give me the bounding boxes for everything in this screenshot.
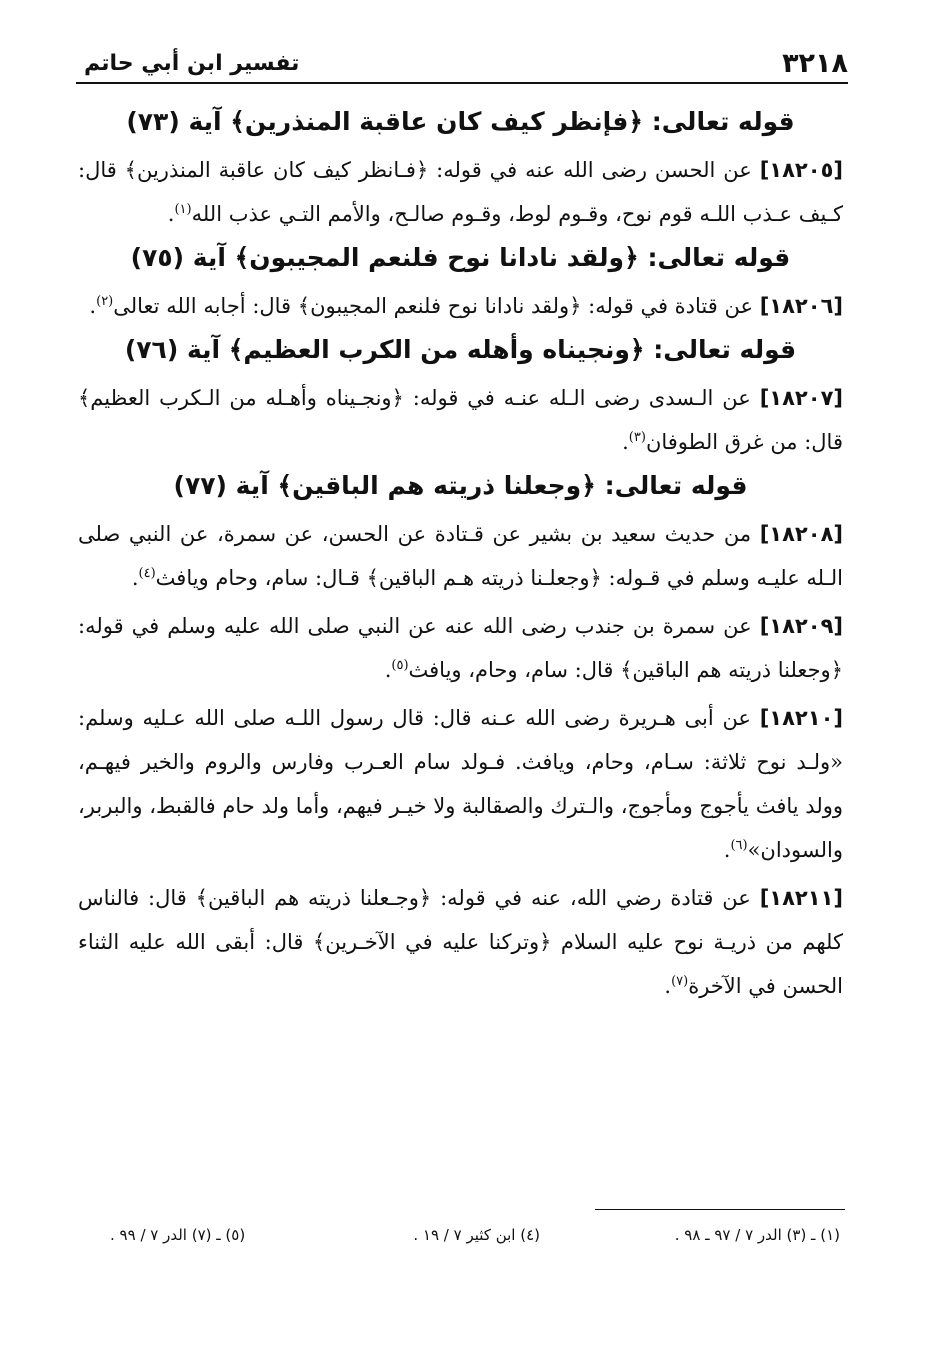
section bbox=[78, 332, 843, 464]
footnote-item: (٤) ابن كثير ٧ / ١٩ . bbox=[413, 1226, 540, 1244]
hadith-tail: . bbox=[384, 658, 392, 682]
page-header bbox=[76, 46, 848, 84]
footnote-ref: (٥) bbox=[391, 658, 409, 673]
section-heading: قوله تعالى: ﴿وجعلنا ذريته هم الباقين﴾ آية (٧٧) bbox=[173, 471, 748, 500]
footnote-ref: (٤) bbox=[138, 566, 156, 581]
footnote-ref: (٧) bbox=[671, 974, 689, 989]
footnote-item: (١) ـ (٣) الدر ٧ / ٩٧ ـ ٩٨ . bbox=[674, 1226, 840, 1244]
hadith-number: [١٨٢٠٨] bbox=[759, 522, 843, 546]
section-heading: قوله تعالى: ﴿ولقد نادانا نوح فلنعم المجيبون﴾ آية (٧٥) bbox=[130, 243, 791, 272]
footnote-item: (٥) ـ (٧) الدر ٧ / ٩٩ . bbox=[110, 1226, 246, 1244]
hadith-paragraph bbox=[78, 148, 843, 236]
hadith-text: من حديث سعيد بن بشير عن قـتادة عن الحسن، عن سمرة، عن النبي صلى الـله عليـه وسلم في قـوله: ﴿وجعلـنا ذريته هـم الباقين﴾ قـال: سام، وحام ويافث bbox=[78, 522, 843, 590]
footnote-ref: (٦) bbox=[730, 838, 748, 853]
hadith-tail: . bbox=[167, 202, 175, 226]
section-heading: قوله تعالى: ﴿ونجيناه وأهله من الكرب العظيم﴾ آية (٧٦) bbox=[124, 335, 797, 364]
hadith-tail: . bbox=[622, 430, 629, 454]
section bbox=[78, 104, 843, 236]
hadith-paragraph bbox=[78, 284, 843, 328]
hadith-paragraph bbox=[78, 604, 843, 692]
hadith-paragraph bbox=[78, 696, 843, 872]
hadith-text: عن الحسن رضى الله عنه في قوله: ﴿فـانظر كيف كان عاقبة المنذرين﴾ قال: كـيف عـذب اللـه قوم نوح، وقـوم لوط، وقـوم صالـح، والأمم التـي عذب الله bbox=[78, 158, 843, 226]
hadith-text: عن قتادة في قوله: ﴿ولقد نادانا نوح فلنعم المجيبون﴾ قال: أجابه الله تعالى bbox=[113, 294, 753, 318]
hadith-tail: . bbox=[131, 566, 139, 590]
footnote-ref: (٢) bbox=[96, 294, 114, 309]
page-number: ٣٢١٨ bbox=[782, 48, 848, 79]
running-title: تفسير ابن أبي حاتم bbox=[84, 51, 300, 76]
section-heading: قوله تعالى: ﴿فإنظر كيف كان عاقبة المنذرين﴾ آية (٧٣) bbox=[126, 107, 795, 136]
hadith-number: [١٨٢١٠] bbox=[759, 706, 843, 730]
hadith-text: عن الـسدى رضى الـله عنـه في قوله: ﴿ونجـيناه وأهـله من الـكرب العظيم﴾ قال: من غرق الطوفان bbox=[78, 386, 843, 454]
hadith-paragraph bbox=[78, 512, 843, 600]
hadith-tail: . bbox=[664, 974, 672, 998]
hadith-paragraph bbox=[78, 876, 843, 1008]
hadith-number: [١٨٢٠٧] bbox=[759, 386, 843, 410]
hadith-text: عن أبى هـريرة رضى الله عـنه قال: قال رسول اللـه صلى الله عـليه وسلم: «ولـد نوح ثلاثة: سـام، وحام، ويافث. فـولد سام العـرب وفارس والروم والخير فيهـم، وولد يافث يأجوج ومأجوج، والـترك والصقالبة ولا خيـر فيهم، وأما ولد حام فالقبط، والبربر، والسودان» bbox=[78, 706, 843, 862]
hadith-number: [١٨٢٠٦] bbox=[759, 294, 843, 318]
footnote-ref: (١) bbox=[174, 202, 192, 217]
footnote-ref: (٣) bbox=[628, 430, 646, 445]
page-body bbox=[78, 104, 843, 1012]
section bbox=[78, 468, 843, 1008]
hadith-number: [١٨٢٠٥] bbox=[759, 158, 843, 182]
hadith-tail: . bbox=[723, 838, 731, 862]
hadith-tail: . bbox=[89, 294, 97, 318]
footnotes bbox=[110, 1226, 840, 1256]
hadith-text: عن قتادة رضي الله، عنه في قوله: ﴿وجـعلنا ذريته هم الباقين﴾ قال: فالناس كلهم من ذريـة نوح عليه السلام ﴿وتركنا عليه في الآخـرين﴾ قال: أبقى الله عليه الثناء الحسن في الآخرة bbox=[78, 886, 843, 998]
hadith-number: [١٨٢٠٩] bbox=[759, 614, 843, 638]
hadith-paragraph bbox=[78, 376, 843, 464]
hadith-number: [١٨٢١١] bbox=[759, 886, 843, 910]
section bbox=[78, 240, 843, 328]
footnote-divider bbox=[595, 1209, 845, 1210]
hadith-text: عن سمرة بن جندب رضى الله عنه عن النبي صلى الله عليه وسلم في قوله: ﴿وجعلنا ذريته هم الباقين﴾ قال: سام، وحام، ويافث bbox=[78, 614, 843, 682]
